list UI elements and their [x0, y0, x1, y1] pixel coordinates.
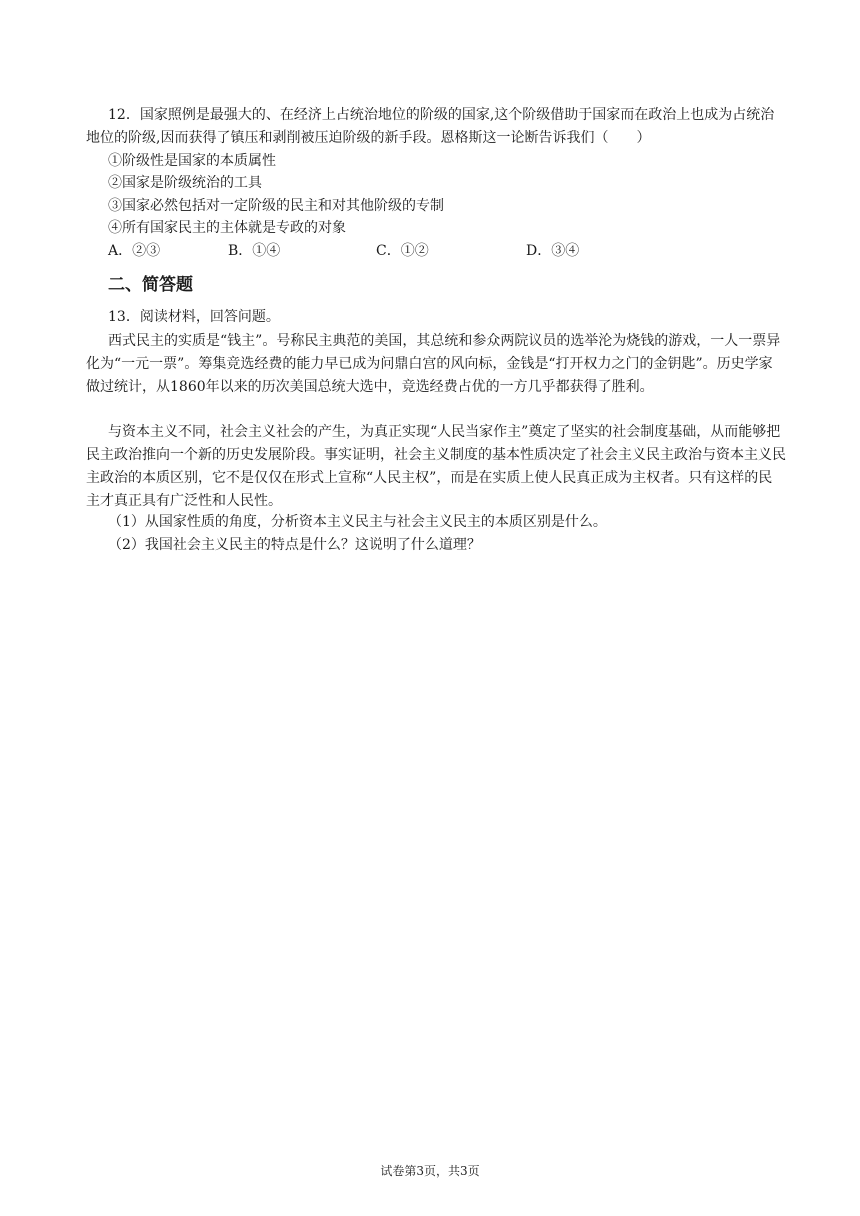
sub-question-1: （1）从国家性质的角度，分析资本主义民主与社会主义民主的本质区别是什么。	[108, 514, 607, 530]
choice-d[interactable]: D．③④	[526, 243, 580, 259]
statement-2: ②国家是阶级统治的工具	[108, 175, 262, 191]
question-13-intro: 13．阅读材料，回答问题。	[108, 309, 280, 325]
choice-a[interactable]: A．②③	[108, 243, 161, 259]
material-paragraph-2: 与资本主义不同，社会主义社会的产生，为真正实现“人民当家作主”奠定了坚实的社会制度基础，从而能够把民主政治推向一个新的历史发展阶段。事实证明，社会主义制度的基本性质决定了社会主义民主政治与资本主义民主政治的本质区别，它不是仅仅在形式上宣称“人民主权”，而是在实质上使人民真正成为主权者。只有这样的民主才真正具有广泛性和人民性。	[86, 424, 786, 509]
statement-4: ④所有国家民主的主体就是专政的对象	[108, 220, 346, 236]
question-12-stem: 12．国家照例是最强大的、在经济上占统治地位的阶级的国家,这个阶级借助于国家而在政治上也成为占统治地位的阶级,因而获得了镇压和剥削被压迫阶级的新手段。恩格斯这一论断告诉我们（ ）	[86, 107, 775, 146]
section-title: 二、简答题	[108, 275, 193, 295]
statement-3: ③国家必然包括对一定阶级的民主和对其他阶级的专制	[108, 198, 444, 214]
sub-question-2: （2）我国社会主义民主的特点是什么？这说明了什么道理？	[108, 537, 481, 553]
material-paragraph-1: 西式民主的实质是“钱主”。号称民主典范的美国，其总统和参众两院议员的选举沦为烧钱的游戏，一人一票异化为“一元一票”。筹集竞选经费的能力早已成为问鼎白宫的风向标，金钱是“打开权力之门的金钥匙”。历史学家做过统计，从1860年以来的历次美国总统大选中，竞选经费占优的一方几乎都获得了胜利。	[86, 333, 781, 395]
statement-1: ①阶级性是国家的本质属性	[108, 153, 276, 169]
choice-b[interactable]: B．①④	[228, 243, 281, 259]
page-footer: 试卷第3页，共3页	[380, 1164, 480, 1178]
choice-c[interactable]: C．①②	[376, 243, 429, 259]
